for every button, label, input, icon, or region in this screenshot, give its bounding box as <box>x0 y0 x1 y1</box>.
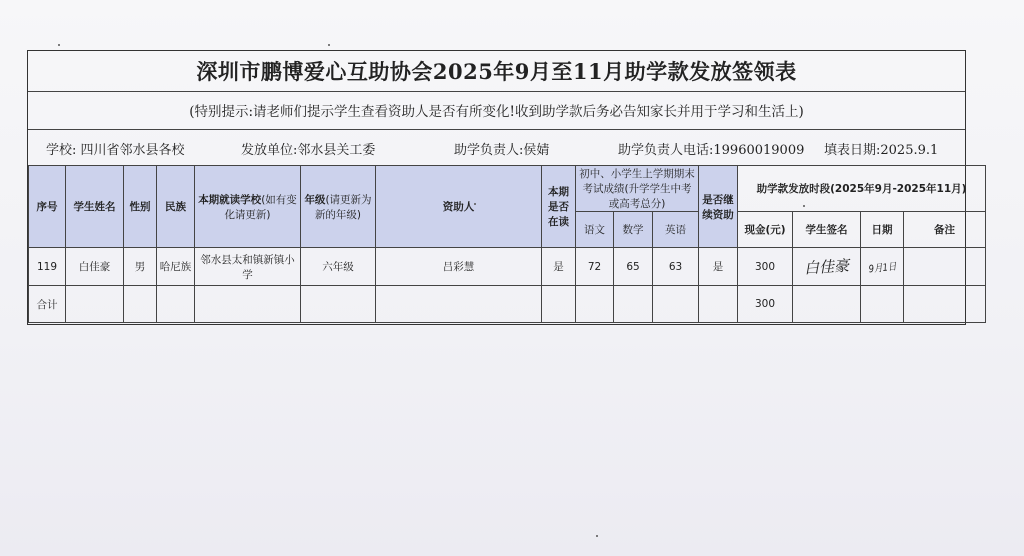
header-school-main: 本期就读学校 <box>198 193 262 206</box>
header-date: 日期 <box>861 212 904 248</box>
cell-name: 白佳豪 <box>66 248 124 286</box>
scan-speck <box>596 535 598 537</box>
header-cash: 现金(元) <box>738 212 793 248</box>
header-grade <box>301 166 376 248</box>
school-info: 学校: 四川省邻水县各校 <box>46 143 185 158</box>
form-title: 深圳市鹏博爱心互助协会2025年9月至11月助学款发放签领表 <box>28 51 965 92</box>
header-grade-note: (请更新为新的年级) <box>314 193 372 221</box>
empty-cell <box>699 286 738 323</box>
header-school-note: (如有变化请更新) <box>224 193 297 221</box>
cell-enrolled: 是 <box>542 248 576 286</box>
cell-english: 63 <box>653 248 699 286</box>
empty-cell <box>861 286 904 323</box>
cell-chinese: 72 <box>576 248 614 286</box>
empty-cell <box>124 286 157 323</box>
empty-cell <box>904 286 986 323</box>
header-ethnicity: 民族 <box>157 166 195 248</box>
handwritten-signature: 白佳豪 <box>803 256 850 278</box>
cell-ethnicity: 哈尼族 <box>157 248 195 286</box>
cell-gender: 男 <box>124 248 157 286</box>
total-row <box>29 286 986 323</box>
header-row-1 <box>29 166 986 212</box>
form-frame <box>27 50 966 325</box>
date-info: 填表日期:2025.9.1 <box>824 143 939 158</box>
cell-date <box>861 248 904 286</box>
table-row <box>29 248 986 286</box>
cell-signature <box>793 248 861 286</box>
cell-math: 65 <box>614 248 653 286</box>
scan-speck <box>474 203 476 205</box>
issuer-info: 发放单位:邻水县关工委 <box>241 143 376 158</box>
header-signature: 学生签名 <box>793 212 861 248</box>
empty-cell <box>157 286 195 323</box>
cell-seq: 119 <box>29 248 66 286</box>
header-school <box>195 166 301 248</box>
contact-info: 助学负责人:侯婧 <box>454 143 550 158</box>
header-remarks: 备注 <box>904 212 986 248</box>
empty-cell <box>66 286 124 323</box>
empty-cell <box>576 286 614 323</box>
header-grade-main: 年级 <box>304 193 326 206</box>
header-continue: 是否继续资助 <box>699 166 738 248</box>
header-chinese: 语文 <box>576 212 614 248</box>
total-cash: 300 <box>738 286 793 323</box>
phone-info: 助学负责人电话:19960019009 <box>618 143 805 158</box>
empty-cell <box>301 286 376 323</box>
header-period: 助学款发放时段(2025年9月-2025年11月) <box>738 166 986 212</box>
header-math: 数学 <box>614 212 653 248</box>
scan-speck <box>58 44 60 46</box>
header-scores: 初中、小学生上学期期末考试成绩(升学学生中考或高考总分) <box>576 166 699 212</box>
cell-grade: 六年级 <box>301 248 376 286</box>
subsidy-table <box>28 165 986 323</box>
empty-cell <box>542 286 576 323</box>
cell-school: 邻水县太和镇新镇小学 <box>195 248 301 286</box>
scan-speck <box>328 44 330 46</box>
header-name: 学生姓名 <box>66 166 124 248</box>
header-sponsor: 资助人 <box>376 166 542 248</box>
cell-continue: 是 <box>699 248 738 286</box>
empty-cell <box>614 286 653 323</box>
total-label: 合计 <box>29 286 66 323</box>
cell-remarks <box>904 248 986 286</box>
handwritten-date: 9月1日 <box>867 261 897 276</box>
cell-cash: 300 <box>738 248 793 286</box>
empty-cell <box>653 286 699 323</box>
header-seq: 序号 <box>29 166 66 248</box>
empty-cell <box>376 286 542 323</box>
cell-sponsor: 吕彩慧 <box>376 248 542 286</box>
header-enrolled: 本期是否在读 <box>542 166 576 248</box>
empty-cell <box>793 286 861 323</box>
header-gender: 性别 <box>124 166 157 248</box>
empty-cell <box>195 286 301 323</box>
header-english: 英语 <box>653 212 699 248</box>
special-notice: (特别提示:请老师们提示学生查看资助人是否有所变化!收到助学款后务必告知家长并用于学习和生活上) <box>28 91 965 130</box>
info-row <box>28 129 965 166</box>
scan-speck <box>803 205 805 207</box>
